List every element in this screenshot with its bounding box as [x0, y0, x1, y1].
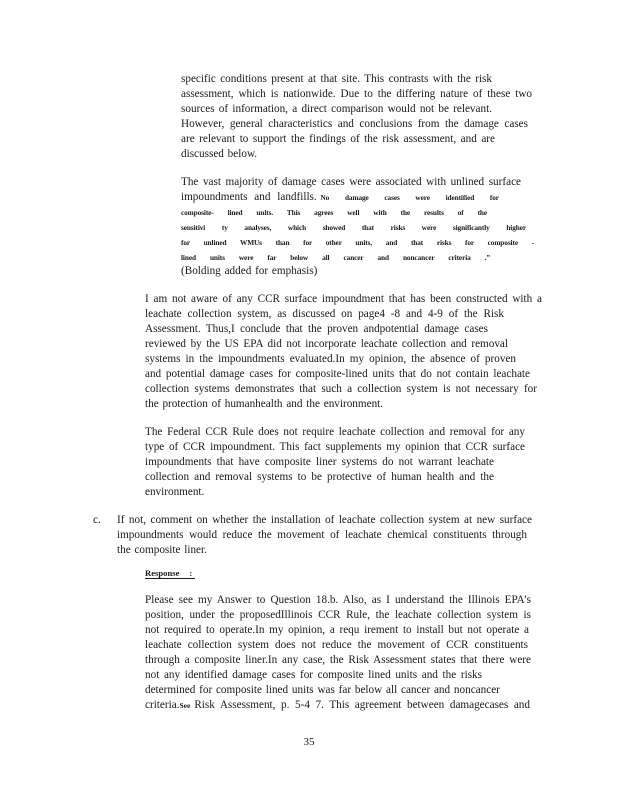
- question-c-line-2: impoundments would reduce the movement of leachate chemical constituents through: [117, 529, 527, 541]
- para-a-line-4: reviewed by the US EPA did not incorporate leachate collection and removal: [145, 338, 508, 350]
- response-see-text: See: [179, 701, 191, 710]
- response-line-2: position, under the proposedIllinois CCR Rule, the leachate collection system is: [145, 609, 531, 621]
- quote-p1-line-1: specific conditions present at that site. This contrasts with the risk: [181, 73, 492, 85]
- quote-bold-line-1: composite- lined units. This agrees well with the results of the: [181, 208, 487, 217]
- response-line-8: [145, 698, 530, 713]
- response-line-4: leachate collection system does not reduce the movement of CCR constituents: [145, 639, 528, 651]
- para-a-line-5: systems in the impoundments evaluated.In my opinion, the absence of proven: [145, 353, 516, 365]
- para-a-line-7: collection systems demonstrates that such a collection system is not necessary for: [145, 383, 537, 395]
- quote-bold-line-2: sensitivi ty analyses, which showed that risks were significantly higher: [181, 223, 526, 232]
- response-line-3: not required to operate.In my opinion, a requ irement to install but not operate a: [145, 624, 529, 636]
- para-b-line-4: collection and removal systems to be protective of human health and the: [145, 471, 494, 483]
- response-colon: :: [189, 568, 195, 579]
- question-c-line-1: If not, comment on whether the installation of leachate collection system at new surface: [117, 514, 532, 526]
- para-a-line-6: and potential damage cases for composite-lined units that do not contain leachate: [145, 368, 530, 380]
- quote-p2-line-2: [181, 190, 499, 205]
- quote-bold-line-3: for unlined WMUs than for other units, and that risks for composite -: [181, 238, 534, 247]
- para-b-line-1: The Federal CCR Rule does not require leachate collection and removal for any: [145, 426, 525, 438]
- para-b-line-3: impoundments that have composite liner systems do not warrant leachate: [145, 456, 494, 468]
- response-heading: [145, 567, 195, 579]
- para-a-line-3: Assessment. Thus,I conclude that the proven andpotential damage cases: [145, 323, 488, 335]
- para-b-line-5: environment.: [145, 486, 205, 498]
- response-label: Response: [145, 568, 189, 579]
- quote-bold-line-4: lined units were far below all cancer and noncancer criteria .”: [181, 253, 490, 262]
- response-line-1: Please see my Answer to Question 18.b. Also, as I understand the Illinois EPA’s: [145, 594, 531, 606]
- quote-p2-bold-text: No damage cases were identified for: [320, 193, 499, 202]
- para-a-line-1: I am not aware of any CCR surface impoundment that has been constructed with a: [145, 293, 542, 305]
- quote-p1-line-6: discussed below.: [181, 148, 258, 160]
- quote-p2-line-1: The vast majority of damage cases were associated with unlined surface: [181, 176, 521, 188]
- question-c-line-3: the composite liner.: [117, 544, 207, 556]
- quote-p1-line-5: are relevant to support the findings of the risk assessment, and are: [181, 133, 495, 145]
- quote-p1-line-2: assessment, which is nationwide. Due to the differing nature of these two: [181, 88, 532, 100]
- response-line-6: not any identified damage cases for composite lined units and the risks: [145, 669, 482, 681]
- para-a-line-2: leachate collection system, as discussed on page4 -8 and 4-9 of the Risk: [145, 308, 504, 320]
- quote-p1-line-3: sources of information, a direct comparison would not be relevant.: [181, 103, 492, 115]
- para-a-line-8: the protection of humanhealth and the environment.: [145, 398, 384, 410]
- quote-p2-plain-text: impoundments and landfills.: [181, 191, 317, 203]
- response-last-text: Risk Assessment, p. 5-4 7. This agreement between damagecases and: [194, 699, 530, 711]
- response-line-7: determined for composite lined units was far below all cancer and noncancer: [145, 684, 500, 696]
- page-number: 35: [303, 736, 315, 748]
- response-criteria-text: criteria.: [145, 699, 180, 711]
- response-line-5: through a composite liner.In any case, the Risk Assessment states that there were: [145, 654, 531, 666]
- quote-p1-line-4: However, general characteristics and conclusions from the damage cases: [181, 118, 528, 130]
- emphasis-note: (Bolding added for emphasis): [181, 265, 318, 277]
- question-c-label: c.: [93, 514, 101, 526]
- para-b-line-2: type of CCR impoundment. This fact supplements my opinion that CCR surface: [145, 441, 525, 453]
